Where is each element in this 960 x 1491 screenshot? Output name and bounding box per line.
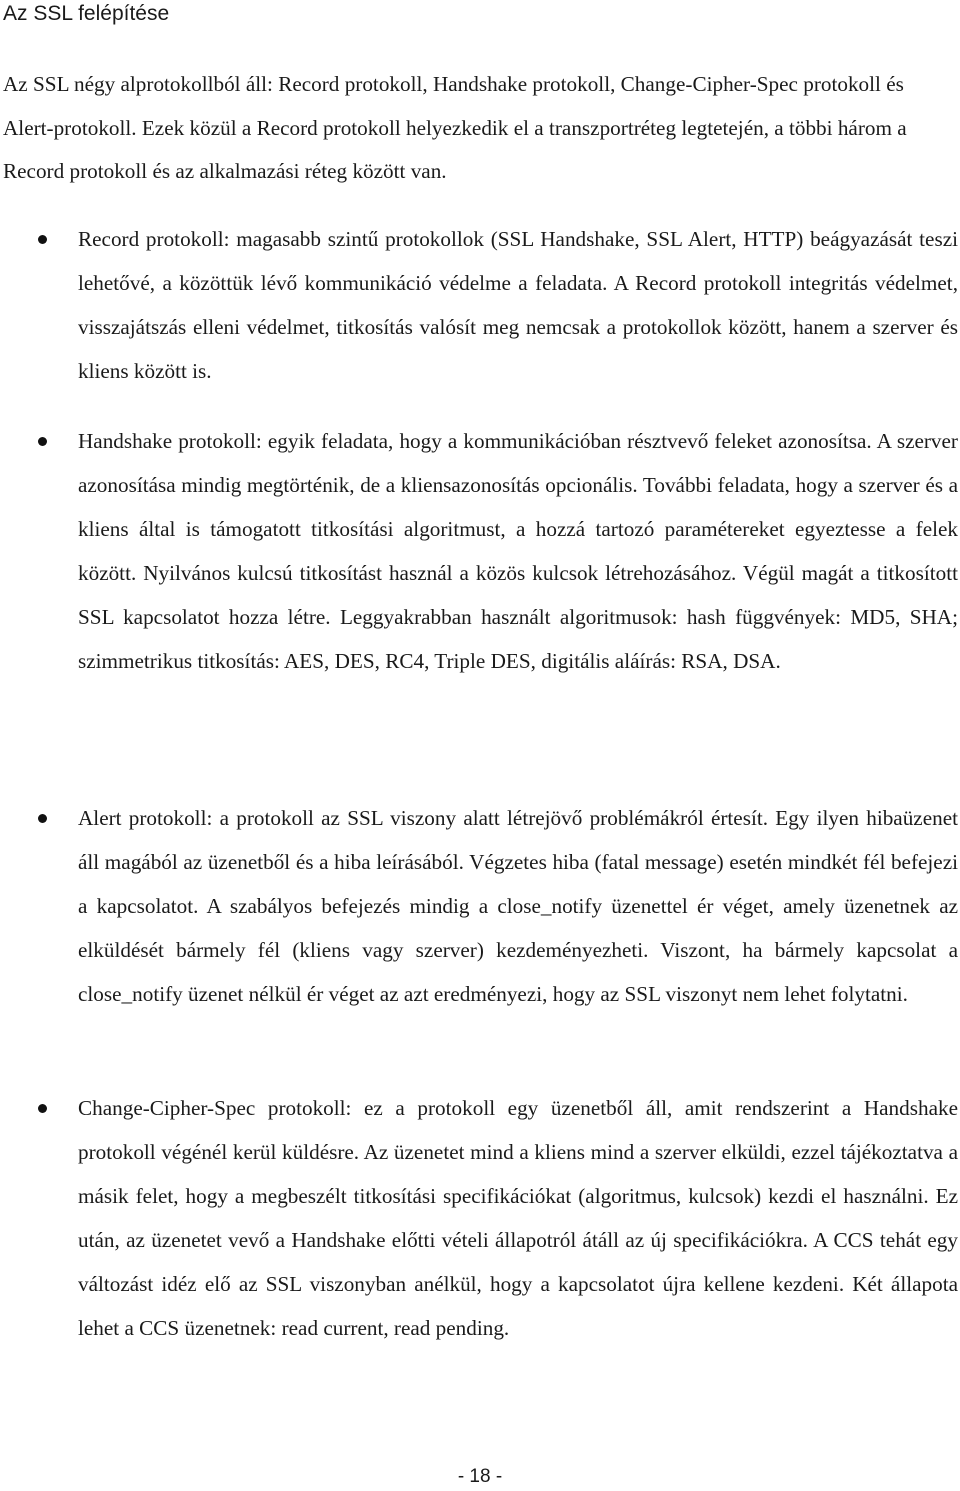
- bullet-text-change-cipher-spec: Change-Cipher-Spec protokoll: ez a protokoll egy üzenetből áll, amit rendszerint a Handshake protokoll végénél kerül küldésre. Az üzenetet mind a kliens mind a szerver elküldi, ezzel tájékoztatva a másik felet, hogy a megbeszélt titkosítási specifikációkat (algoritmus, kulcsok) kezdi el használni. Ez után, az üzenetet vevő a Handshake előtti vételi állapotról átáll az új specifikációkra. A CCS tehát egy változást idéz elő az SSL viszonyban anélkül, hogy a kapcsolatot újra kellene kezdeni. Két állapota lehet a CCS üzenetnek: read current, read pending.: [78, 1096, 958, 1340]
- bullet-dot-icon: [38, 814, 47, 823]
- page-number: - 18 -: [457, 1466, 503, 1487]
- bullet-dot-icon: [38, 437, 47, 446]
- page-title: Az SSL felépítése: [3, 2, 170, 25]
- bullet-text-record: Record protokoll: magasabb szintű protokollok (SSL Handshake, SSL Alert, HTTP) beágyazását teszi lehetővé, a közöttük lévő kommunikáció védelme a feladata. A Record protokoll integritás védelmet, visszajátszás elleni védelmet, titkosítás valósít meg nemcsak a protokollok között, hanem a szerver és kliens között is.: [78, 227, 958, 383]
- bullet-dot-icon: [38, 235, 47, 244]
- bullet-dot-icon: [38, 1104, 47, 1113]
- bullet-text-handshake: Handshake protokoll: egyik feladata, hogy a kommunikációban résztvevő feleket azonosítsa. A szerver azonosítása mindig megtörténik, de a kliensazonosítás opcionális. További feladata, hogy a szerver és a kliens által is támogatott titkosítási algoritmust, a hozzá tartozó paramétereket egyeztesse a felek között. Nyilvános kulcsú titkosítást használ a közös kulcsok létrehozásához. Végül magát a titkosított SSL kapcsolatot hozza létre. Leggyakrabban használt algoritmusok: hash függvények: MD5, SHA; szimmetrikus titkosítás: AES, DES, RC4, Triple DES, digitális aláírás: RSA, DSA.: [78, 429, 958, 673]
- intro-paragraph: Az SSL négy alprotokollból áll: Record protokoll, Handshake protokoll, Change-Cipher-Spec protokoll és Alert-protokoll. Ezek közül a Record protokoll helyezkedik el a transzportréteg legtetején, a többi három a Record protokoll és az alkalmazási réteg között van.: [3, 72, 907, 183]
- bullet-text-alert: Alert protokoll: a protokoll az SSL viszony alatt létrejövő problémákról értesít. Egy ilyen hibaüzenet áll magából az üzenetből és a hiba leírásából. Végzetes hiba (fatal message) esetén mindkét fél befejezi a kapcsolatot. A szabályos befejezés mindig a close_notify üzenettel ér véget, amely üzenetnek az elküldését bármely fél (kliens vagy szerver) kezdeményezheti. Viszont, ha bármely kapcsolat a close_notify üzenet nélkül ér véget az azt eredményezi, hogy az SSL viszonyt nem lehet folytatni.: [78, 806, 958, 1006]
